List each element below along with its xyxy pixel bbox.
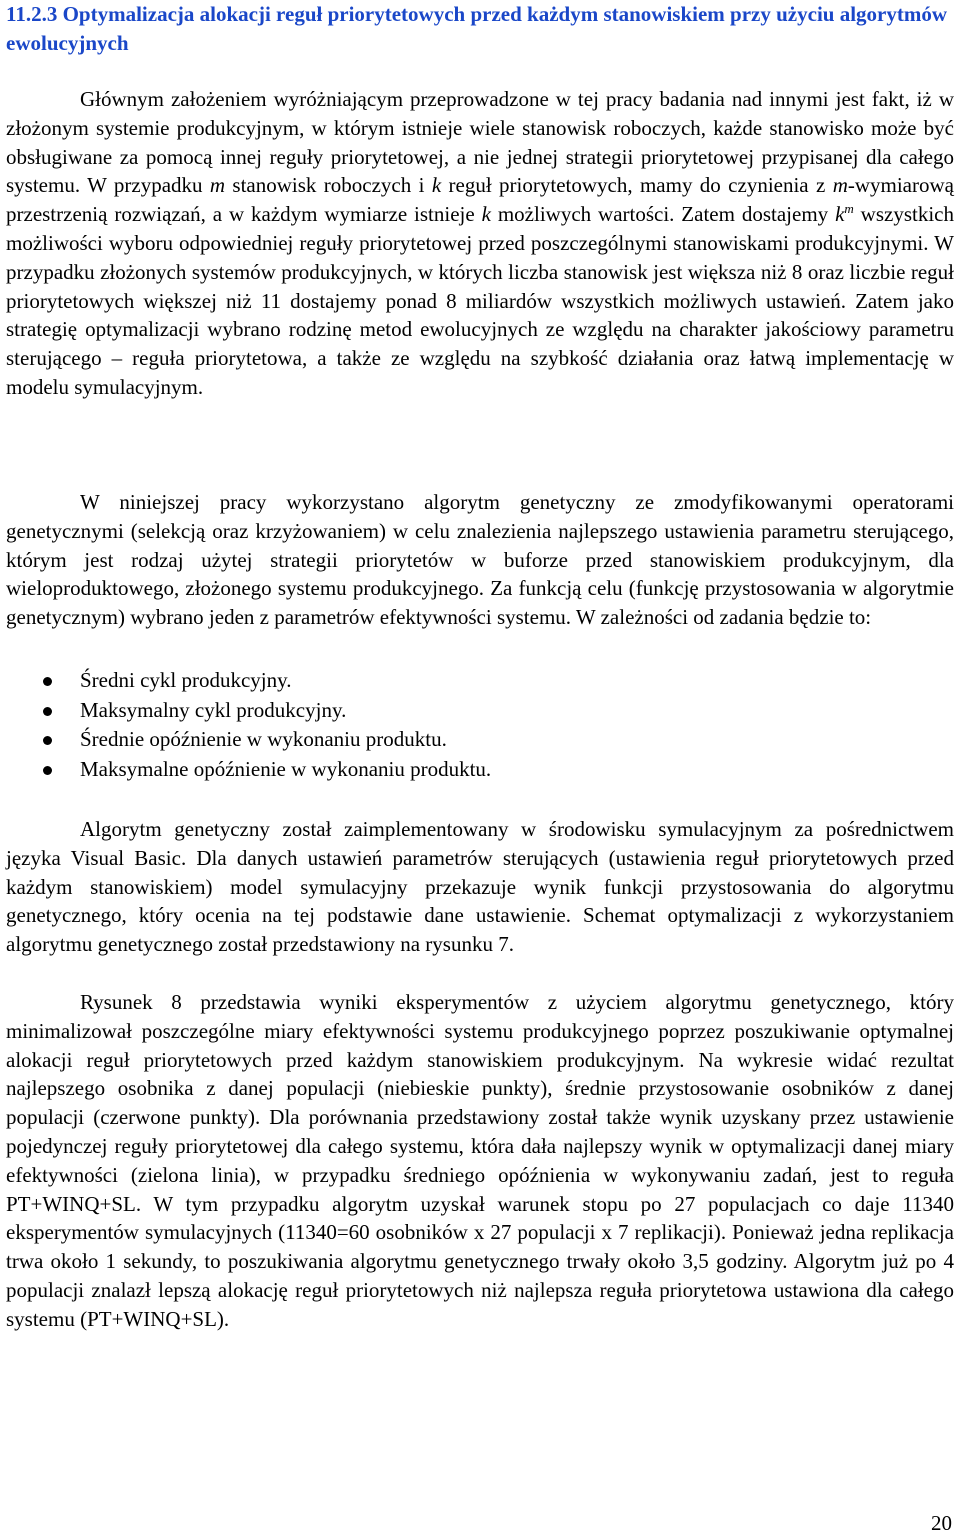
bullet-icon xyxy=(43,766,52,775)
p1-exponent-m-text: m xyxy=(844,201,854,217)
p1-var-k2: k xyxy=(481,202,491,227)
p1-var-m2: m xyxy=(832,173,848,198)
list-item-text: Średni cykl produkcyjny. xyxy=(80,668,292,692)
p1-exponent-m xyxy=(844,201,853,216)
p1-text-b: stanowisk roboczych i xyxy=(225,173,432,198)
list-item-text: Średnie opóźnienie w wykonaniu produktu. xyxy=(80,727,447,751)
list-item xyxy=(6,755,954,785)
p1-text-c: reguł priorytetowych, mamy do czynienia z xyxy=(441,173,833,198)
paragraph-1 xyxy=(6,85,954,402)
p1-var-k3: k xyxy=(835,202,845,227)
list-item xyxy=(6,666,954,696)
list-item xyxy=(6,725,954,755)
p1-var-k1: k xyxy=(431,173,442,198)
p1-text-d: -wymiarową przestrzenią rozwiązań, a w każdym wymiarze istnieje xyxy=(6,173,954,227)
p1-text-f: wszystkich możliwości wyboru odpowiedniej reguły priorytetowej przed poszczególnymi stanowiskami produkcyjnymi. W przypadku złożonych systemów produkcyjnych, w których liczba stanowisk jest większa niż 8 oraz liczbie reguł priorytetowych większej niż 11 dostajemy ponad 8 miliardów wszystkich możliwych ustawień. Zatem jako strategię optymalizacji wybrano rodzinę metod ewolucyjnych ze względu na charakter jakościowy parametru sterującego – reguła priorytetowa, a także ze względu na szybkość działania oraz łatwą implementację w modelu symulacyjnym. xyxy=(6,202,954,399)
paragraph-2: W niniejszej pracy wykorzystano algorytm genetyczny ze zmodyfikowanymi operatorami genetycznymi (selekcją oraz krzyżowaniem) w celu znalezienia najlepszego ustawienia parametru sterującego, którym jest rodzaj użytej strategii priorytetów w buforze przed stanowiskiem produkcyjnym, dla wieloproduktowego, złożonego systemu produkcyjnego. Za funkcją celu (funkcję przystosowania w algorytmie genetycznym) wybrano jeden z parametrów efektywności systemu. W zależności od zadania będzie to: xyxy=(6,490,954,630)
p1-text-e: możliwych wartości. Zatem dostajemy xyxy=(490,202,836,227)
p1-var-m1: m xyxy=(209,173,226,198)
bullet-list xyxy=(6,666,954,784)
page-number: 20 xyxy=(931,1511,952,1535)
bullet-icon xyxy=(43,707,52,716)
paragraph-4: Rysunek 8 przedstawia wyniki eksperymentów z użyciem algorytmu genetycznego, który minimalizował poszczególne miary efektywności systemu produkcyjnego poprzez poszukiwanie optymalnej alokacji reguł priorytetowych przed każdym stanowiskiem produkcyjnym. Na wykresie widać rezultat najlepszego osobnika z danej populacji (niebieskie punkty), średnie przystosowanie osobników z danej populacji (czerwone punkty). Dla porównania przedstawiony został także wynik uzyskany przez ustawienie pojedynczej reguły priorytetowej dla całego systemu, która dała najlepszy wynik w optymalizacji danej miary efektywności (zielona linia), w przypadku średniego opóźnienia w wykonywaniu zadań, jest to reguła PT+WINQ+SL. W tym przypadku algorytm uzyskał warunek stopu po 27 populacjach co daje 11340 eksperymentów symulacyjnych (11340=60 osobników x 27 populacji x 7 replikacji). Ponieważ jedna replikacja trwa około 1 sekundy, to poszukiwania algorytmu genetycznego trwały około 3,5 godziny. Algorytm już po 4 populacji znalazł lepszą alokację reguł priorytetowych niż najlepsza reguła priorytetowa ustawiona dla całego systemu (PT+WINQ+SL). xyxy=(6,990,954,1331)
paragraph-3: Algorytm genetyczny został zaimplementowany w środowisku symulacyjnym za pośrednictwem języka Visual Basic. Dla danych ustawień parametrów sterujących (ustawienia reguł priorytetowych przed każdym stanowiskiem) model symulacyjny przekazuje wynik funkcji przystosowania do algorytmu genetycznego, który ocenia na tej podstawie dane ustawienie. Schemat optymalizacji z wykorzystaniem algorytmu genetycznego został przedstawiony na rysunku 7. xyxy=(6,817,954,957)
p1-text-a: Głównym założeniem wyróżniającym przeprowadzone w tej pracy badania nad innymi jest fakt, iż w złożonym systemie produkcyjnym, w którym istnieje wiele stanowisk roboczych, każde stanowisko może być obsługiwane za pomocą innej reguły priorytetowej, a nie jednej strategii priorytetowej przypisanej dla całego systemu. W przypadku xyxy=(6,87,954,198)
bullet-icon xyxy=(43,736,52,745)
bullet-icon xyxy=(43,677,52,686)
section-heading: 11.2.3 Optymalizacja alokacji reguł priorytetowych przed każdym stanowiskiem przy użyciu algorytmów ewolucyjnych xyxy=(6,2,948,55)
list-item-text: Maksymalne opóźnienie w wykonaniu produktu. xyxy=(80,756,492,781)
list-item-text: Maksymalny cykl produkcyjny. xyxy=(80,697,347,722)
list-item xyxy=(6,696,954,726)
